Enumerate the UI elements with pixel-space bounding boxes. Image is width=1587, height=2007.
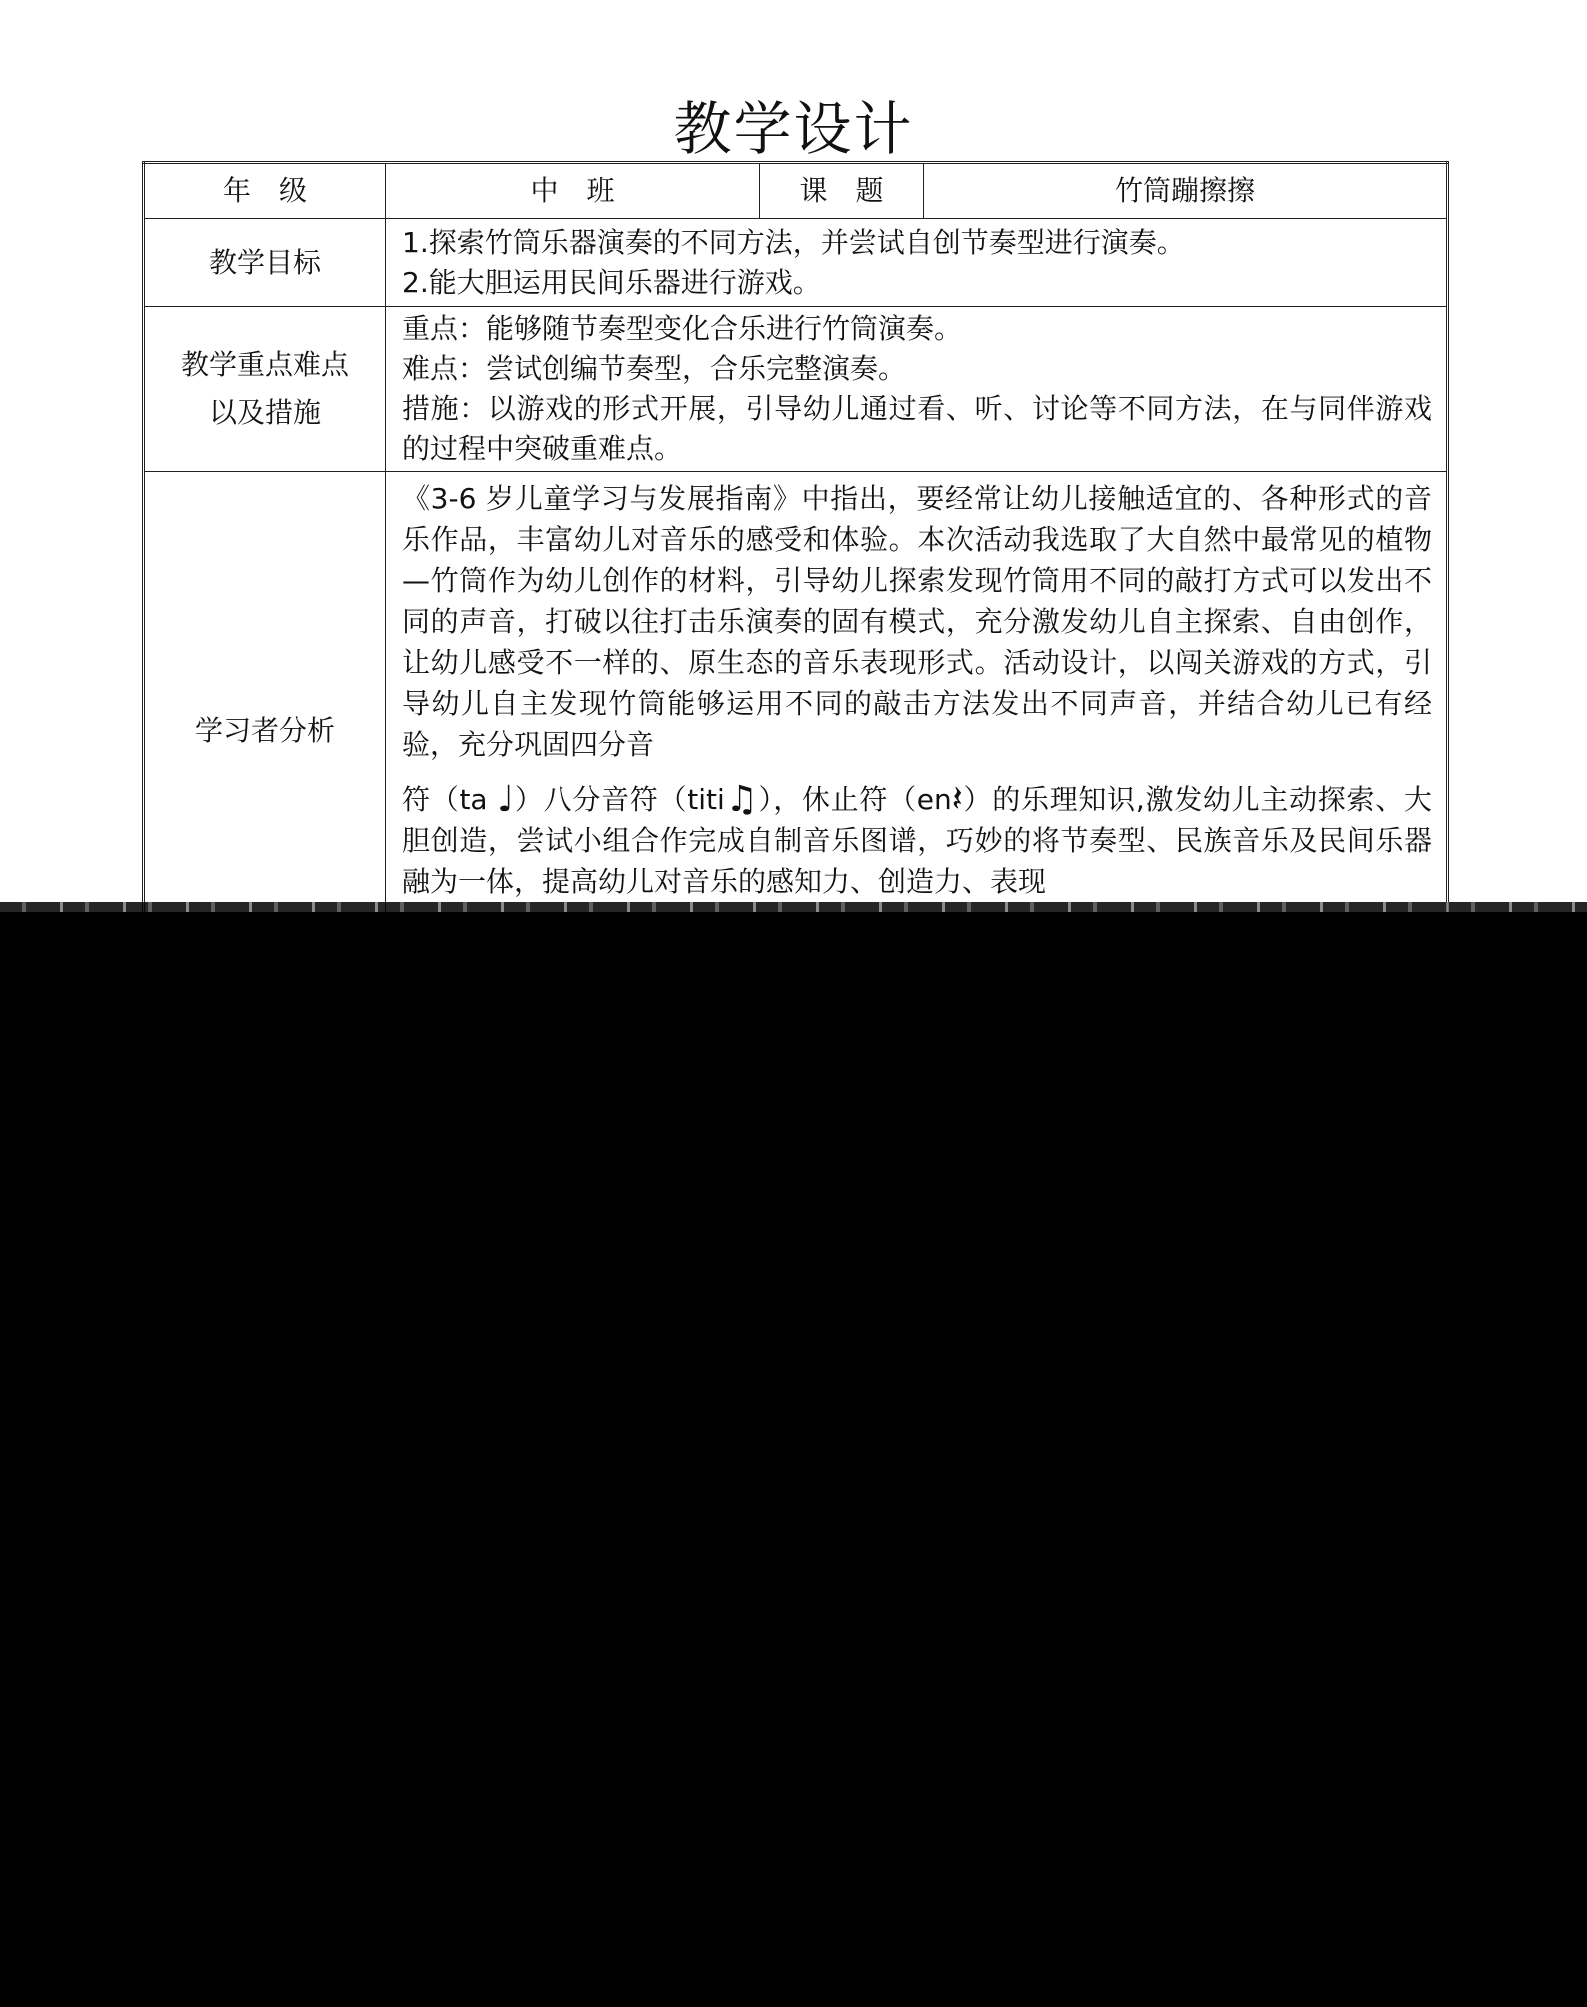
key-points-content (386, 307, 1448, 472)
rest-icon: 𝄽 (951, 779, 963, 820)
goals-label: 教学目标 (144, 219, 386, 307)
table-row (144, 307, 1448, 472)
learner-text-segment: ），休止符（en (758, 783, 952, 816)
key-points-label-line: 教学重点难点 (180, 348, 349, 381)
key-points-label-line: 以及措施 (208, 396, 321, 429)
key-points-label (144, 307, 386, 472)
grade-label: 年 级 (144, 163, 386, 219)
key-point-item: 重点：能够随节奏型变化合乐进行竹筒演奏。 (402, 312, 963, 345)
key-point-item: 难点：尝试创编节奏型，合乐完整演奏。 (402, 352, 907, 385)
page-title: 教学设计 (673, 95, 914, 163)
learner-paragraph: 《3-6 岁儿童学习与发展指南》中指出，要经常让幼儿接触适宜的、各种形式的音乐作品，丰富幼儿对音乐的感受和体验。本次活动我选取了大自然中最常见的植物—竹筒作为幼儿创作的材料，引导幼儿探索发现竹筒用不同的敲打方式可以发出不同的声音，打破以往打击乐演奏的固有模式，充分激发幼儿自主探索、自由创作，让幼儿感受不一样的、原生态的音乐表现形式。活动设计，以闯关游戏的方式，引导幼儿自主发现竹筒能够运用不同的敲击方法发出不同声音，并结合幼儿已有经验，充分巩固四分音 (402, 482, 1432, 761)
quarter-note-icon: ♩ (497, 779, 515, 820)
learner-text-segment: 符（ta (402, 783, 498, 816)
learner-text-segment: ）的乐理知识,激发幼儿主动探索、大胆创造，尝试小组合作完成自制音乐图谱，巧妙的将节奏型、民族音乐及民间乐器融为一体，提高幼儿对音乐的感知力、创造力、表现 (402, 783, 1432, 898)
grade-value: 中 班 (386, 163, 760, 219)
goal-item: 2.能大胆运用民间乐器进行游戏。 (402, 265, 821, 299)
eighth-notes-icon: ♫ (724, 779, 759, 820)
key-point-item: 措施：以游戏的形式开展，引导幼儿通过看、听、讨论等不同方法，在与同伴游戏的过程中突破重难点。 (402, 392, 1432, 465)
table-row (144, 219, 1448, 307)
learner-text-segment: ）八分音符（titi (514, 783, 725, 816)
goal-item: 1.探索竹筒乐器演奏的不同方法，并尝试自创节奏型进行演奏。 (402, 225, 1185, 259)
black-redaction-area (0, 912, 1587, 2007)
topic-label: 课 题 (760, 163, 924, 219)
topic-value: 竹筒蹦擦擦 (924, 163, 1448, 219)
learner-label: 学习者分析 (144, 472, 386, 992)
table-row (144, 163, 1448, 219)
lesson-plan-table (142, 161, 1449, 993)
learner-paragraph-notes (402, 779, 1432, 902)
goals-content (386, 219, 1448, 307)
